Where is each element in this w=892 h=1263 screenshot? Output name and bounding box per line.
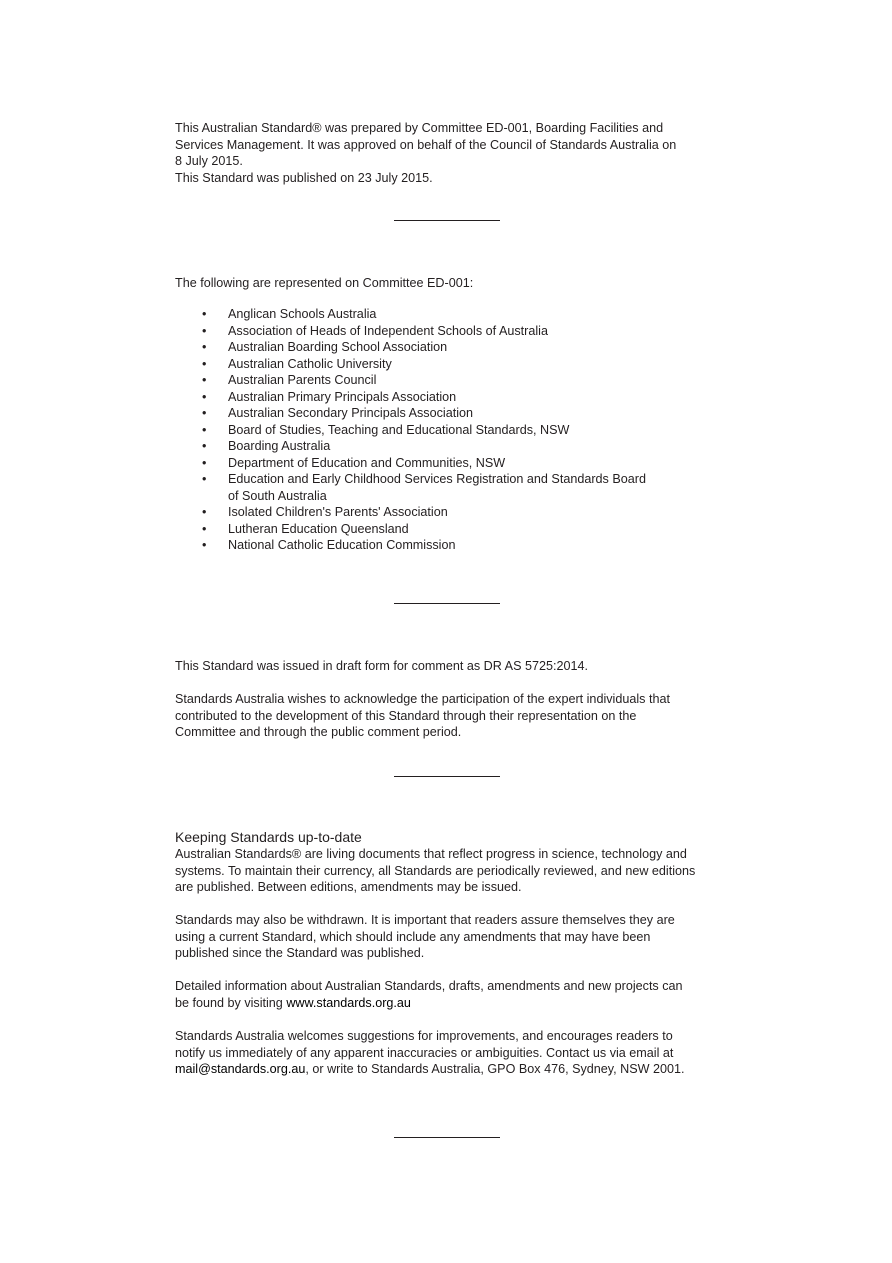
approval-line: 8 July 2015. [175, 154, 243, 168]
member-name: Anglican Schools Australia [228, 307, 377, 321]
member-name: Isolated Children's Parents' Association [228, 505, 448, 519]
paragraph-line: Australian Standards® are living documents that reflect progress in science, technology and [175, 847, 687, 861]
paragraph-line: notify us immediately of any apparent inaccuracies or ambiguities. Contact us via email at [175, 1045, 674, 1060]
bullet: • [202, 389, 207, 404]
list-item [175, 306, 735, 323]
member-name: Australian Primary Principals Association [228, 389, 457, 404]
list-item [175, 504, 735, 521]
member-name: Board of Studies, Teaching and Educational Standards, NSW [228, 422, 570, 437]
keeping-up-to-date-section [175, 829, 735, 846]
bullet: • [202, 538, 207, 552]
bullet: • [202, 373, 207, 387]
section-divider [394, 220, 500, 221]
section-divider [394, 1137, 500, 1138]
information-paragraph [175, 978, 735, 1011]
bullet: • [202, 406, 207, 420]
member-name: Australian Catholic University [228, 356, 392, 371]
acknowledgement [175, 691, 735, 741]
list-item [175, 372, 735, 389]
member-name: Lutheran Education Queensland [228, 521, 409, 536]
acknowledgement-line: contributed to the development of this Standard through their representation on the [175, 708, 637, 723]
living-documents-paragraph [175, 846, 735, 896]
bullet: • [202, 356, 207, 371]
list-item [175, 356, 735, 373]
approval-line: This Australian Standard® was prepared by Committee ED-001, Boarding Facilities and [175, 121, 664, 135]
section-divider [394, 603, 500, 604]
paragraph-line: Standards Australia welcomes suggestions for improvements, and encourages readers to [175, 1029, 673, 1043]
bullet: • [202, 472, 207, 486]
paragraph-line [175, 1061, 735, 1078]
bullet: • [202, 455, 207, 470]
member-name: Australian Boarding School Association [228, 340, 448, 354]
list-item [175, 405, 735, 422]
committee-intro [175, 275, 735, 292]
member-name: Boarding Australia [228, 439, 331, 453]
bullet: • [202, 521, 207, 536]
website-link[interactable]: www.standards.org.au [286, 995, 411, 1010]
acknowledgement-line: Standards Australia wishes to acknowledge the participation of the expert individuals that [175, 692, 670, 706]
section-divider [394, 776, 500, 777]
list-item [175, 339, 735, 356]
list-item [175, 537, 735, 554]
paragraph-text: be found by visiting [175, 995, 287, 1010]
bullet: • [202, 422, 207, 437]
member-name: Education and Early Childhood Services Registration and Standards Board [228, 472, 646, 486]
member-name: Department of Education and Communities, NSW [228, 455, 506, 470]
list-item [175, 455, 735, 472]
member-name-continuation: of South Australia [228, 488, 327, 503]
member-name: Australian Secondary Principals Association [228, 406, 474, 420]
draft-statement [175, 658, 735, 675]
list-item [175, 422, 735, 439]
bullet: • [202, 307, 207, 321]
committee-member-list [175, 306, 735, 554]
draft-issued-text: This Standard was issued in draft form for comment as DR AS 5725:2014. [175, 659, 588, 673]
list-item [175, 521, 735, 538]
member-name: National Catholic Education Commission [228, 538, 456, 552]
committee-intro-text: The following are represented on Committee ED-001: [175, 276, 474, 290]
paragraph-line: systems. To maintain their currency, all Standards are periodically reviewed, and new editions [175, 863, 696, 878]
paragraph-line [175, 995, 735, 1012]
paragraph-line: using a current Standard, which should include any amendments that may have been [175, 929, 651, 944]
bullet: • [202, 505, 207, 519]
list-item [175, 389, 735, 406]
bullet: • [202, 323, 207, 338]
email-link[interactable]: mail@standards.org.au [175, 1062, 306, 1076]
approval-statement [175, 120, 735, 186]
list-item [175, 438, 735, 455]
list-item [175, 471, 735, 504]
paragraph-line: are published. Between editions, amendments may be issued. [175, 880, 522, 894]
bullet: • [202, 439, 207, 453]
section-heading: Keeping Standards up-to-date [175, 829, 362, 845]
acknowledgement-line: Committee and through the public comment period. [175, 725, 462, 739]
approval-line: Services Management. It was approved on behalf of the Council of Standards Australia on [175, 137, 677, 152]
member-name: Australian Parents Council [228, 373, 377, 387]
bullet: • [202, 340, 207, 354]
paragraph-text: , or write to Standards Australia, GPO Box 476, Sydney, NSW 2001. [305, 1062, 685, 1076]
paragraph-line: Standards may also be withdrawn. It is important that readers assure themselves they are [175, 913, 675, 927]
suggestions-paragraph [175, 1028, 735, 1078]
list-item [175, 323, 735, 340]
publication-date-line: This Standard was published on 23 July 2015. [175, 170, 433, 185]
paragraph-line: Detailed information about Australian Standards, drafts, amendments and new projects can [175, 979, 683, 993]
withdrawn-paragraph [175, 912, 735, 962]
committee-members [175, 306, 735, 554]
paragraph-line: published since the Standard was published. [175, 946, 425, 960]
member-name: Association of Heads of Independent Schools of Australia [228, 323, 548, 338]
